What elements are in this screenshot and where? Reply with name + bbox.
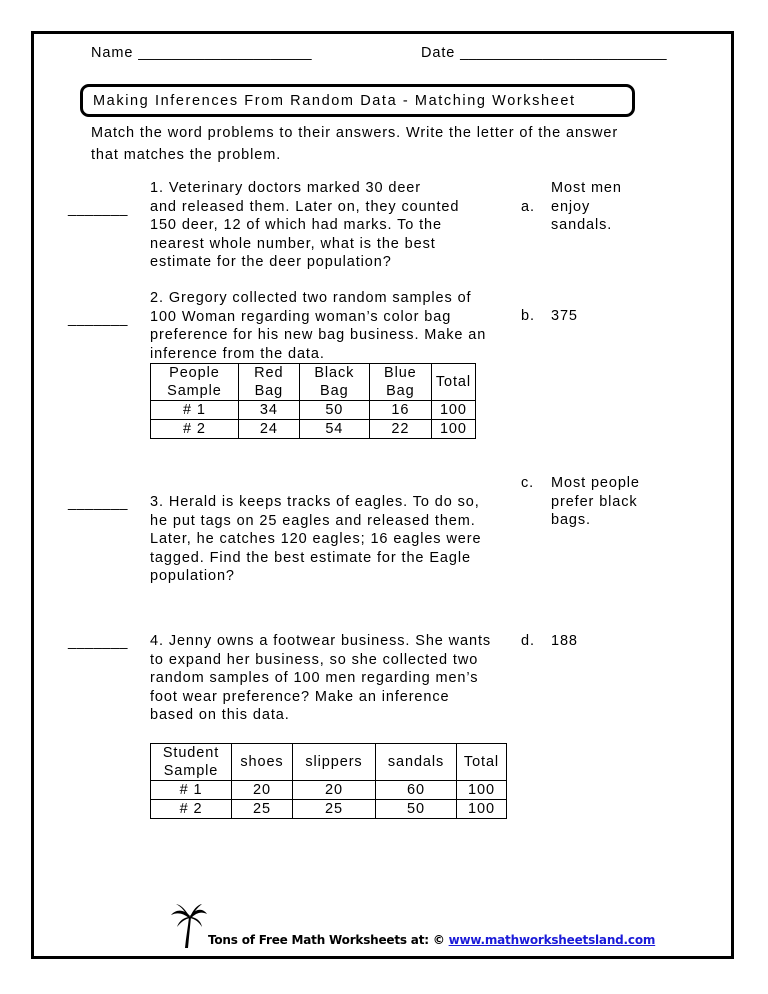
problem-1 xyxy=(150,179,459,272)
answer-d-text: 188 xyxy=(551,633,578,649)
problem-2-line: preference for his new bag business. Make an xyxy=(150,327,487,343)
bag-preference-table xyxy=(150,363,476,439)
table-header: Black Bag xyxy=(299,364,369,401)
table-row xyxy=(151,800,507,819)
table-header-row xyxy=(151,364,476,401)
instructions-line-1: Match the word problems to their answers. Write the letter of the answer xyxy=(91,125,619,141)
answer-a-text xyxy=(551,179,622,235)
problem-1-line: 150 deer, 12 of which had marks. To the xyxy=(150,217,442,233)
problem-2-line: inference from the data. xyxy=(150,345,325,362)
table-cell: 22 xyxy=(369,420,431,439)
table-cell: 50 xyxy=(376,800,457,819)
problem-4 xyxy=(150,632,491,725)
table-cell: 34 xyxy=(238,401,299,420)
table-cell: 100 xyxy=(431,420,475,439)
problem-3 xyxy=(150,493,481,586)
problem-3-line: he put tags on 25 eagles and released them. xyxy=(150,512,476,529)
table-cell: # 1 xyxy=(151,781,232,800)
answer-blank-3[interactable]: _______ xyxy=(68,495,128,511)
table-cell: 50 xyxy=(299,401,369,420)
table-cell: # 2 xyxy=(151,800,232,819)
problem-2-line: 100 Woman regarding woman’s color bag xyxy=(150,308,452,325)
answer-blank-4[interactable]: _______ xyxy=(68,634,128,650)
table-header: shoes xyxy=(232,744,293,781)
problem-1-line: estimate for the deer population? xyxy=(150,254,392,270)
answer-a-line: Most men xyxy=(551,180,622,196)
answer-c-text xyxy=(551,474,640,530)
table-row xyxy=(151,781,507,800)
answer-b-text: 375 xyxy=(551,308,578,324)
date-blank[interactable]: _________________________ xyxy=(460,45,667,61)
answer-letter-c: c. xyxy=(521,475,535,491)
answer-c-line: prefer black xyxy=(551,493,638,510)
table-cell: 25 xyxy=(232,800,293,819)
name-label: Name xyxy=(91,45,134,61)
problem-3-line: tagged. Find the best estimate for the Eagle xyxy=(150,549,471,566)
footwear-preference-table xyxy=(150,743,507,819)
table-cell: 16 xyxy=(369,401,431,420)
table-header: sandals xyxy=(376,744,457,781)
name-blank[interactable]: _____________________ xyxy=(138,45,312,61)
table-cell: 24 xyxy=(238,420,299,439)
answer-blank-1[interactable]: _______ xyxy=(68,201,128,217)
footer-text: Tons of Free Math Worksheets at: © xyxy=(208,933,449,947)
table-cell: 100 xyxy=(431,401,475,420)
table-cell: 100 xyxy=(457,781,507,800)
problem-3-line: 3. Herald is keeps tracks of eagles. To do so, xyxy=(150,494,480,510)
table-cell: 60 xyxy=(376,781,457,800)
palm-tree-icon xyxy=(170,903,208,949)
footer xyxy=(208,933,655,947)
answer-blank-2[interactable]: _______ xyxy=(68,311,128,327)
date-label: Date xyxy=(421,45,456,61)
table-header: People Sample xyxy=(151,364,239,401)
problem-1-line: and released them. Later on, they counted xyxy=(150,198,460,215)
problem-3-line: Later, he catches 120 eagles; 16 eagles were xyxy=(150,531,482,547)
problem-1-line: nearest whole number, what is the best xyxy=(150,235,436,252)
problem-4-line: based on this data. xyxy=(150,707,290,723)
answer-a-line: sandals. xyxy=(551,217,613,233)
table-row xyxy=(151,420,476,439)
table-cell: 54 xyxy=(299,420,369,439)
table-cell: 25 xyxy=(293,800,376,819)
problem-3-line: population? xyxy=(150,568,235,584)
name-field[interactable] xyxy=(91,44,312,63)
table-cell: # 1 xyxy=(151,401,239,420)
table-cell: 20 xyxy=(293,781,376,800)
table-header: slippers xyxy=(293,744,376,781)
table-cell: 20 xyxy=(232,781,293,800)
table-header: Red Bag xyxy=(238,364,299,401)
table-header: Total xyxy=(457,744,507,781)
footer-link[interactable]: www.mathworksheetsland.com xyxy=(448,933,656,947)
problem-4-line: random samples of 100 men regarding men’s xyxy=(150,670,479,686)
answer-c-line: Most people xyxy=(551,475,640,491)
problem-2-line: 2. Gregory collected two random samples of xyxy=(150,290,472,306)
table-header: Total xyxy=(431,364,475,401)
answer-letter-a: a. xyxy=(521,199,535,215)
answer-letter-b: b. xyxy=(521,308,535,324)
answer-a-line: enjoy xyxy=(551,198,591,215)
date-field[interactable] xyxy=(421,44,667,63)
problem-4-line: to expand her business, so she collected two xyxy=(150,651,479,668)
title-box xyxy=(80,84,635,117)
problem-1-line: 1. Veterinary doctors marked 30 deer xyxy=(150,180,421,196)
answer-letter-d: d. xyxy=(521,633,535,649)
table-header: Student Sample xyxy=(151,744,232,781)
worksheet-title: Making Inferences From Random Data - Matching Worksheet xyxy=(93,93,576,109)
table-header-row xyxy=(151,744,507,781)
table-cell: 100 xyxy=(457,800,507,819)
table-cell: # 2 xyxy=(151,420,239,439)
table-row xyxy=(151,401,476,420)
problem-2 xyxy=(150,289,486,363)
problem-4-line: foot wear preference? Make an inference xyxy=(150,688,450,705)
problem-4-line: 4. Jenny owns a footwear business. She wants xyxy=(150,633,492,649)
answer-c-line: bags. xyxy=(551,512,591,528)
table-header: Blue Bag xyxy=(369,364,431,401)
instructions-line-2: that matches the problem. xyxy=(91,147,282,163)
